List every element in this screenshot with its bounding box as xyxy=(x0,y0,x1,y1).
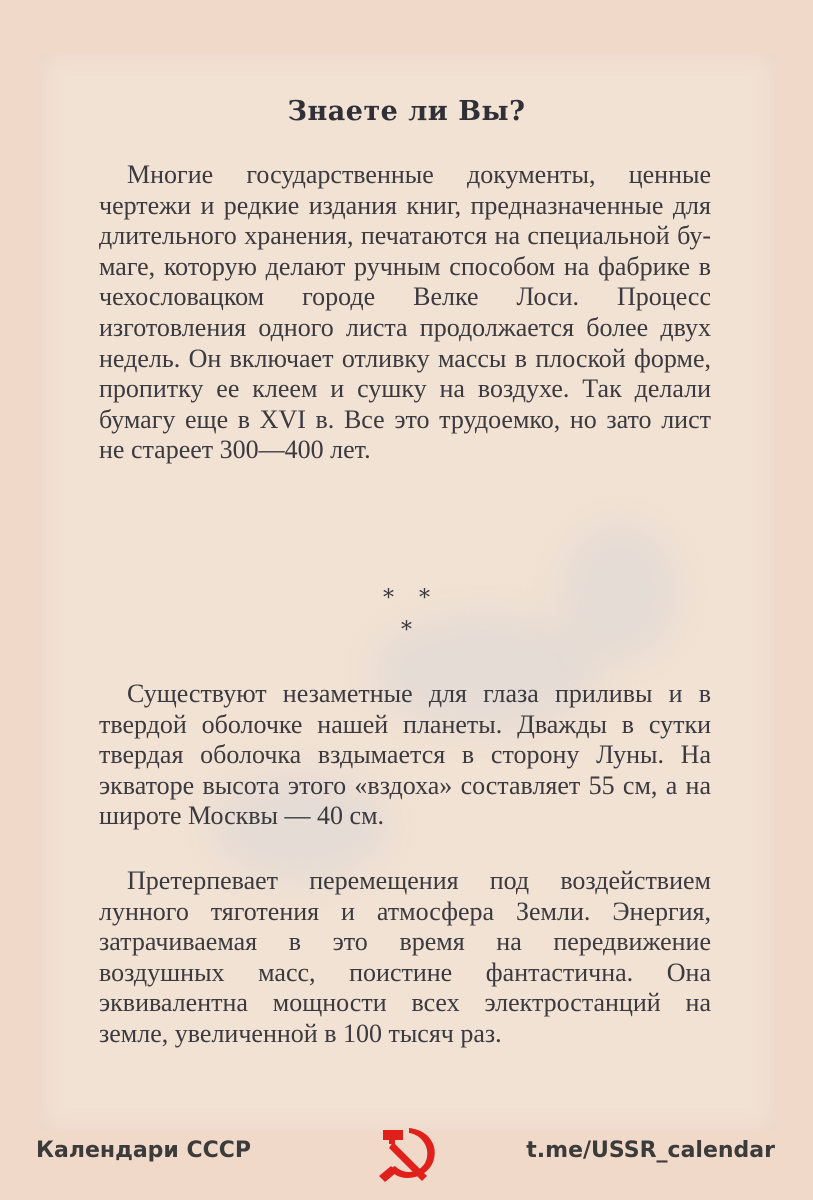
paragraph-text: Существуют незаметные для глаза приливы и в твердой оболочке нашей планеты. Дважды в сутки твердая оболочка вздымается в сторону Луны. На экваторе высота этого «вздоха» составляет 55 см, а на широте Москвы — 40 см. xyxy=(99,679,711,831)
paragraph-atmosphere-tides xyxy=(99,866,711,1050)
hammer-and-sickle-icon xyxy=(369,1122,445,1184)
separator-asterisk-bottom: * xyxy=(401,618,412,643)
paragraph-text: Многие государственные документы, ценные чертежи и редкие издания книг, предназначенные для длительного хранения, печатаются на специальной бумаге, которую делают ручным способом на фабрике в чехословацком городе Велке Лоси. Процесс изготовления одного листа продолжается более двух недель. Он включает отливку массы в плоской форме, пропитку ее клеем и сушку на воздухе. Так делали бумагу еще в XVI в. Все это трудоемко, но зато лист не стареет 300—400 лет. xyxy=(99,160,711,465)
footer-channel-link[interactable]: t.me/USSR_calendar xyxy=(526,1138,775,1163)
paragraph-text: Претерпевает перемещения под воздействием лунного тяготения и атмосфера Земли. Энергия, затрачиваемая в это время на передвижение воздушных масс, поистине фантастична. Она эквивалентна мощности всех электростанций на земле, увеличенной в 100 тысяч раз. xyxy=(99,866,711,1048)
paragraph-earth-tides xyxy=(99,679,711,832)
separator-asterisks-top: * * xyxy=(383,586,430,611)
paragraph-paper-making xyxy=(99,160,711,466)
footer-brand-label: Календари СССР xyxy=(36,1138,252,1163)
article-title: Знаете ли Вы? xyxy=(287,96,526,127)
